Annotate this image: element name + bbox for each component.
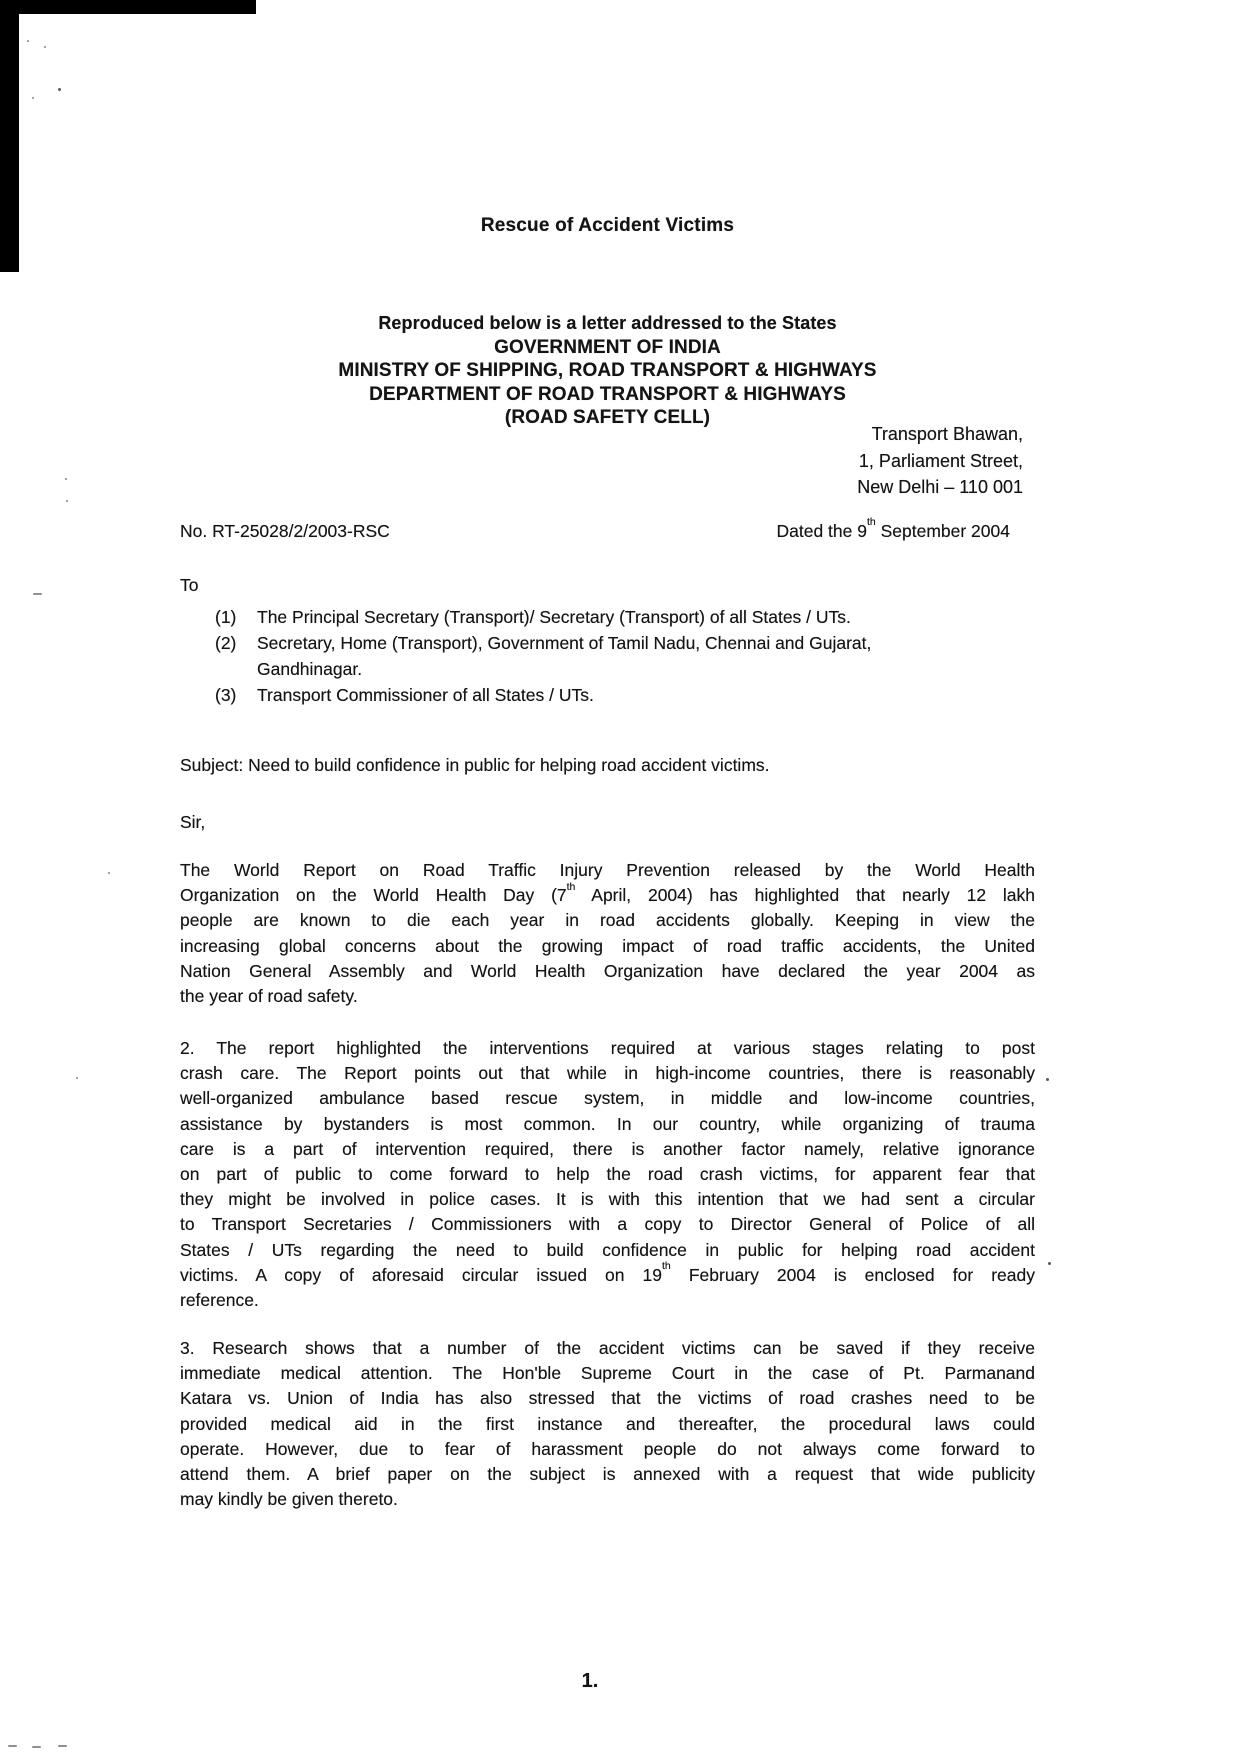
scan-speckle	[76, 1077, 78, 1079]
body-line: The World Report on Road Traffic Injury Prevention released by the World Health	[180, 860, 1035, 880]
body-line: assistance by bystanders is most common. In our country, while organizing of trauma	[180, 1113, 1035, 1134]
body-line: on part of public to come forward to help the road crash victims, for apparent fear that	[180, 1164, 1035, 1185]
address-line: Transport Bhawan,	[871, 424, 1023, 444]
letterhead-govt-line: GOVERNMENT OF INDIA	[494, 336, 721, 358]
scan-edge-artifact-top	[0, 0, 256, 14]
address-line: 1, Parliament Street,	[858, 450, 1023, 471]
body-line: Organization on the World Health Day (7th April, 2004) has highlighted that nearly 12 lakh	[180, 880, 1035, 906]
body-line: States / UTs regarding the need to build confidence in public for helping road accident	[180, 1239, 1035, 1260]
scan-speckle	[32, 97, 34, 99]
body-line: provided medical aid in the first instance and thereafter, the procedural laws could	[180, 1413, 1035, 1434]
recipient-text: Transport Commissioner of all States / UTs.	[257, 685, 594, 705]
salutation: Sir,	[180, 812, 206, 832]
document-title: Rescue of Accident Victims	[480, 215, 735, 236]
letterhead	[180, 312, 1035, 430]
scan-speckle	[65, 478, 67, 480]
letterhead-department-line: DEPARTMENT OF ROAD TRANSPORT & HIGHWAYS	[369, 383, 846, 405]
body-line: they might be involved in police cases. It is with this intention that we had sent a circular	[180, 1189, 1035, 1210]
recipient-index: (2)	[215, 633, 237, 653]
body-line: operate. However, due to fear of harassment people do not always come forward to	[180, 1438, 1035, 1459]
body-line: immediate medical attention. The Hon'ble Supreme Court in the case of Pt. Parmanand	[180, 1363, 1035, 1384]
letterhead-intro: Reproduced below is a letter addressed to the States	[378, 313, 837, 333]
recipient-text-line: Secretary, Home (Transport), Government of Tamil Nadu, Chennai and Gujarat,	[257, 633, 872, 653]
body-paragraph-1	[180, 858, 1035, 1009]
body-paragraph-3	[180, 1336, 1035, 1512]
body-line: reference.	[180, 1290, 259, 1311]
page-number: 1.	[581, 1670, 599, 1692]
body-line: the year of road safety.	[180, 986, 358, 1007]
body-line: crash care. The Report points out that while in high-income countries, there is reasonably	[180, 1063, 1035, 1084]
reference-row	[180, 516, 1035, 542]
recipient-text: The Principal Secretary (Transport)/ Secretary (Transport) of all States / UTs.	[257, 607, 851, 627]
scan-speckle	[58, 1745, 67, 1747]
letterhead-cell-line: (ROAD SAFETY CELL)	[504, 407, 711, 428]
scan-speckle	[32, 1746, 41, 1748]
body-line: 2. The report highlighted the interventions required at various stages relating to post	[180, 1038, 1035, 1058]
recipient-index: (1)	[215, 607, 237, 627]
body-line: victims. A copy of aforesaid circular issued on 19th February 2004 is enclosed for ready	[180, 1260, 1035, 1285]
scan-speckle	[58, 88, 61, 91]
recipients-list	[215, 604, 1037, 708]
body-line: Nation General Assembly and World Health Organization have declared the year 2004 as	[180, 960, 1035, 981]
scan-speckle	[27, 40, 29, 42]
recipient-index: (3)	[215, 685, 237, 705]
scan-speckle	[44, 46, 46, 48]
recipient-item	[215, 604, 1037, 630]
body-line: people are known to die each year in road accidents globally. Keeping in view the	[180, 910, 1035, 931]
recipient-text-line: Gandhinagar.	[257, 659, 363, 679]
scan-speckle	[108, 872, 110, 874]
sender-address	[180, 421, 1023, 501]
reference-date: Dated the 9th September 2004	[776, 516, 1010, 541]
scan-speckle	[1048, 1262, 1051, 1265]
recipient-item	[215, 682, 1037, 708]
reference-number: No. RT-25028/2/2003-RSC	[180, 521, 390, 541]
recipients-label: To	[180, 575, 199, 595]
body-line: may kindly be given thereto.	[180, 1489, 398, 1510]
body-paragraph-2	[180, 1036, 1035, 1313]
body-line: attend them. A brief paper on the subject is annexed with a request that wide publicity	[180, 1464, 1035, 1485]
scan-speckle	[66, 500, 68, 502]
letterhead-ministry-line: MINISTRY OF SHIPPING, ROAD TRANSPORT & HIGHWAYS	[338, 360, 877, 381]
body-line: to Transport Secretaries / Commissioners with a copy to Director General of Police of all	[180, 1214, 1035, 1235]
scan-speckle	[33, 593, 42, 595]
recipient-item	[215, 630, 1037, 682]
scan-speckle	[8, 1745, 17, 1747]
body-line: care is a part of intervention required, there is another factor namely, relative ignorance	[180, 1138, 1035, 1159]
recipient-text	[257, 630, 1037, 682]
scan-speckle	[1046, 1078, 1049, 1081]
body-line: Katara vs. Union of India has also stressed that the victims of road crashes need to be	[180, 1388, 1035, 1409]
subject-line: Subject: Need to build confidence in public for helping road accident victims.	[180, 755, 770, 775]
scan-edge-artifact-left	[0, 0, 19, 272]
body-line: well-organized ambulance based rescue system, in middle and low-income countries,	[180, 1088, 1035, 1109]
address-line: New Delhi – 110 001	[857, 477, 1023, 497]
body-line: increasing global concerns about the growing impact of road traffic accidents, the United	[180, 935, 1035, 956]
body-line: 3. Research shows that a number of the accident victims can be saved if they receive	[180, 1338, 1035, 1358]
